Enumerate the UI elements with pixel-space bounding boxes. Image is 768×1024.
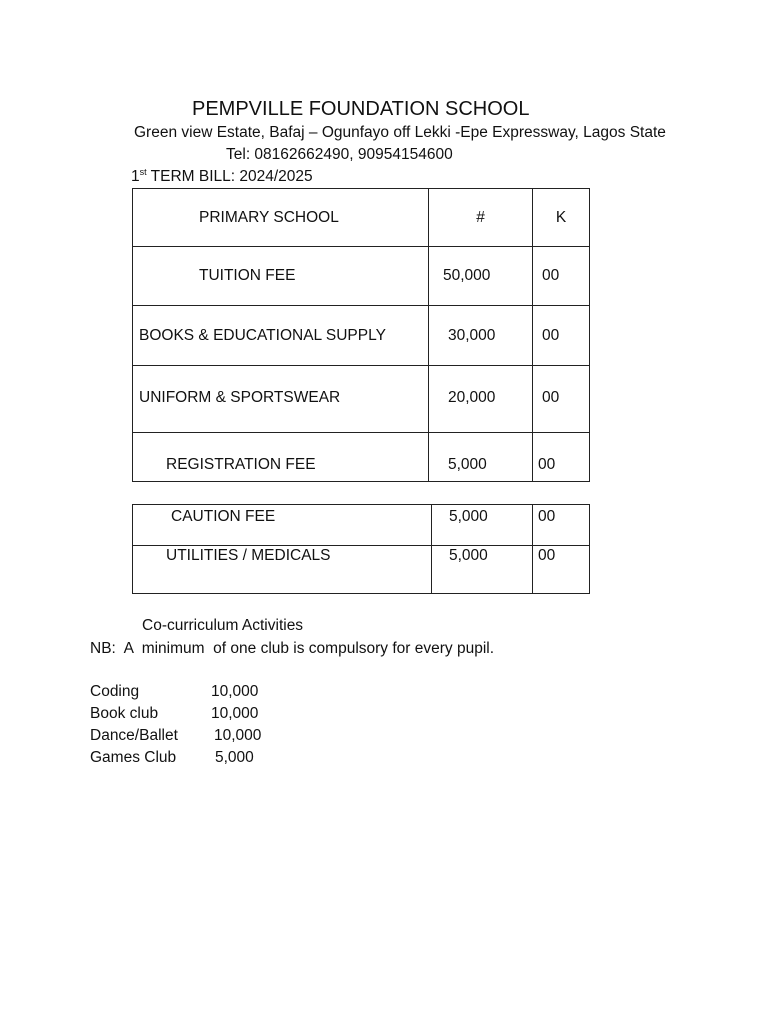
fee-amount: 5,000 xyxy=(432,546,533,594)
school-address: Green view Estate, Bafaj – Ogunfayo off Lekki -Epe Expressway, Lagos State xyxy=(134,124,666,141)
fee-item: TUITION FEE xyxy=(133,247,429,306)
club-name: Coding xyxy=(90,683,140,700)
table-row xyxy=(133,546,590,594)
fee-item: CAUTION FEE xyxy=(133,505,432,546)
club-name: Dance/Ballet xyxy=(90,727,178,744)
fee-amount: 50,000 xyxy=(429,247,533,306)
extra-fees-table xyxy=(132,504,590,594)
fee-kobo: 00 xyxy=(533,546,590,594)
fee-item: BOOKS & EDUCATIONAL SUPPLY xyxy=(133,306,429,366)
fee-kobo: 00 xyxy=(533,366,590,433)
term-ordinal-suffix: st xyxy=(139,166,147,177)
club-price: 10,000 xyxy=(214,727,262,744)
bill-header-row xyxy=(133,189,590,247)
table-row xyxy=(133,306,590,366)
table-row xyxy=(133,247,590,306)
header-primary-school: PRIMARY SCHOOL xyxy=(133,189,429,247)
fee-kobo: 00 xyxy=(533,306,590,366)
bill-table xyxy=(132,188,590,482)
club-name: Games Club xyxy=(90,749,177,766)
fee-item: UNIFORM & SPORTSWEAR xyxy=(133,366,429,433)
club-price: 5,000 xyxy=(215,749,254,766)
club-name: Book club xyxy=(90,705,159,722)
fee-item: UTILITIES / MEDICALS xyxy=(133,546,432,594)
table-row xyxy=(133,366,590,433)
club-price: 10,000 xyxy=(211,705,259,722)
header-naira: # xyxy=(429,189,533,247)
fee-amount: 5,000 xyxy=(429,433,533,482)
header-kobo: K xyxy=(533,189,590,247)
activities-heading: Co-curriculum Activities xyxy=(142,617,304,634)
fee-amount: 30,000 xyxy=(429,306,533,366)
activities-note: NB: A minimum of one club is compulsory for every pupil. xyxy=(90,640,495,657)
term-number: 1 xyxy=(131,168,140,185)
club-price: 10,000 xyxy=(211,683,259,700)
term-bill-label: TERM BILL: 2024/2025 xyxy=(146,168,313,185)
table-row xyxy=(133,433,590,482)
fee-kobo: 00 xyxy=(533,247,590,306)
fee-amount: 20,000 xyxy=(429,366,533,433)
fee-amount: 5,000 xyxy=(432,505,533,546)
fee-kobo: 00 xyxy=(533,505,590,546)
school-telephone: Tel: 08162662490, 90954154600 xyxy=(226,146,453,163)
fee-kobo: 00 xyxy=(533,433,590,482)
fee-item: REGISTRATION FEE xyxy=(133,433,429,482)
term-bill-title xyxy=(131,168,313,186)
table-row xyxy=(133,505,590,546)
school-name: PEMPVILLE FOUNDATION SCHOOL xyxy=(192,98,530,120)
